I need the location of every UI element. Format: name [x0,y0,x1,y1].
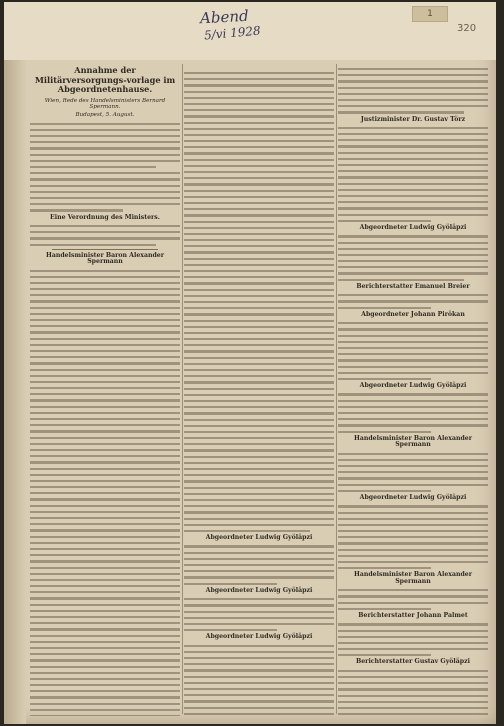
section-heading: Abgeordneter Ludwig Gyöläpzi [359,493,467,501]
section-heading: Abgeordneter Johann Pirökan [361,310,465,318]
column-3 [338,64,488,716]
column-rule [336,64,337,714]
section-heading: Handelsminister Baron Alexander Spermann [354,571,472,585]
text-block [184,545,334,584]
text-block [338,127,488,222]
handwritten-note: Abend [199,6,250,28]
section-heading: Berichterstatter Emanuel Breier [356,282,470,290]
section-heading: Berichterstatter Gustav Gyöläpzi [356,658,470,666]
article-subline: Wien, Rede des Handelsministers Bernard Spermann. [44,97,166,110]
text-block [338,294,488,309]
handwritten-date: 5/vi 1928 [203,23,262,43]
separator [52,249,158,250]
text-block [338,589,488,610]
section-heading: Justizminister Dr. Gustav Törz [360,115,466,123]
text-block [184,72,334,532]
text-block [184,645,334,715]
text-block [338,393,488,432]
section-heading: Berichterstatter Johann Palmet [358,611,468,619]
newspaper-clipping [4,2,496,724]
section-heading: Abgeordneter Ludwig Gyöläpzi [205,633,313,641]
text-block [30,123,180,212]
article-dateline: Budapest, 5. August. [75,112,135,119]
page-number: 320 [457,23,477,34]
text-block [338,322,488,380]
text-block [338,670,488,716]
corner-tab: 1 [412,6,448,22]
section-heading: Handelsminister Baron Alexander Spermann [46,251,164,266]
column-2 [184,68,334,720]
text-block [338,623,488,656]
section-heading: Handelsminister Baron Alexander Spermann [354,434,472,449]
text-block [30,225,180,246]
section-heading: Abgeordneter Ludwig Gyöläpzi [205,586,313,594]
text-block [338,505,488,569]
text-block [30,270,180,717]
section-heading: Abgeordneter Ludwig Gyöläpzi [359,223,467,231]
column-rule [182,64,183,714]
text-block [184,598,334,631]
text-block [338,235,488,281]
left-margin [4,60,26,724]
section-heading: Abgeordneter Ludwig Gyöläpzi [359,382,467,390]
article-headline: Annahme der Militärversorgungs-vorlage im Abgeordnetenhause. [34,65,176,94]
section-heading: Eine Verordnung des Ministers. [50,213,160,221]
section-heading: Abgeordneter Ludwig Gyöläpzi [205,534,313,542]
column-1 [30,64,180,716]
text-block [338,68,488,114]
text-block [338,453,488,492]
